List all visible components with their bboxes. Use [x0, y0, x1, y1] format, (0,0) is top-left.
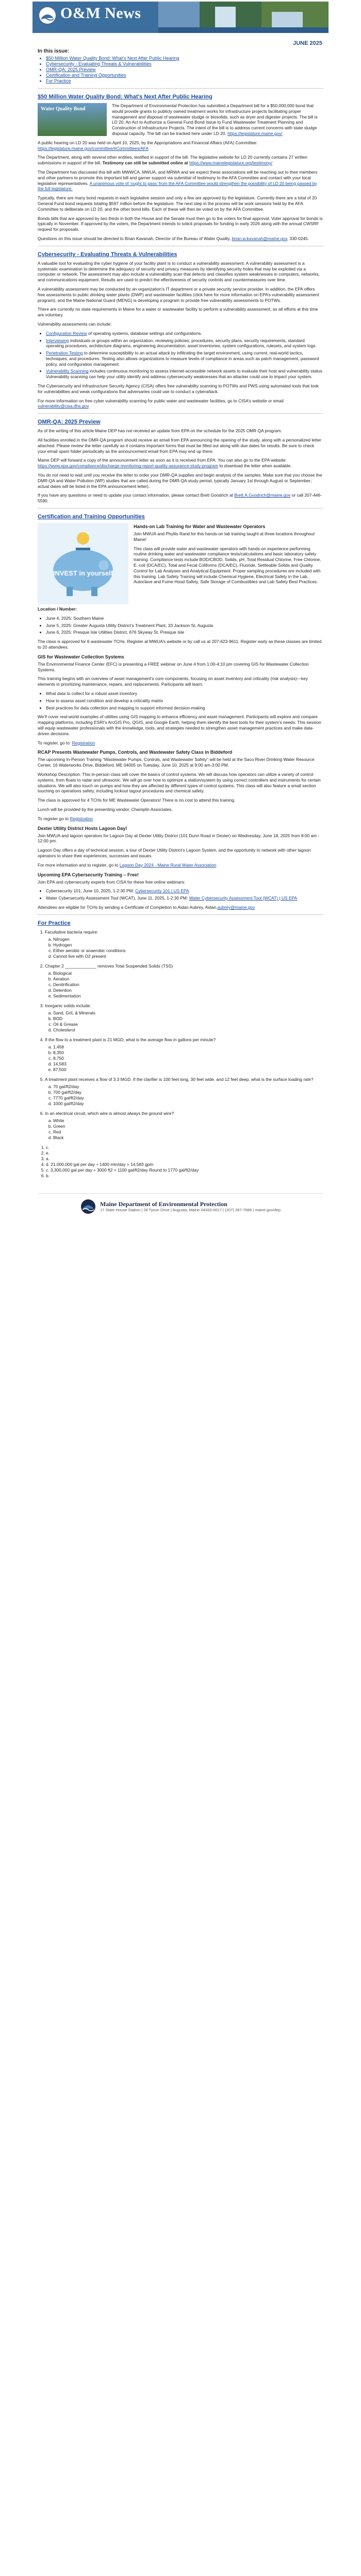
option: a. White: [53, 1118, 323, 1124]
option: b. BOD: [53, 1016, 323, 1022]
rcap-p4: Lunch will be provided by the presenting vendor, Champlin Associates.: [38, 806, 173, 812]
option: d. Cholesterol: [53, 1027, 323, 1033]
toc-link-cyber[interactable]: • Cybersecurity - Evaluating Threats & Vulnerabilities: [46, 61, 323, 67]
omr-title[interactable]: OMR-QA: 2025 Preview: [38, 419, 101, 426]
divider: [38, 508, 323, 509]
bond-p5: Typically, there are many bond requests in each legislative session and only a few are approved by the legislature. Currently there are a total of 20 General Fund bond requests totaling $597 million before the legislature. The next step in the process will be work sessions held by the AFA Committee to deliberate on LD 20, and the other bond bills. Each of these will then be voted on by the AFA Committee.: [38, 195, 317, 212]
toc-link-cert[interactable]: • Certification and Training Opportunities: [46, 73, 323, 78]
dexter-p3: For more information and to register, go to: [38, 862, 119, 868]
bullet-text: to determine susceptibility to an actual attack by infiltrating the target environment, using current, real-world tactics, techniques, and procedures. Testing also allows organizations to measure levels of compliance in areas such as patch management, password policy, and configuration management.: [46, 350, 319, 367]
rcap-p3: The class is approved for 4 TCHs for ME Wastewater Operators! There is no cost to attend this training.: [38, 798, 236, 803]
cert-title[interactable]: Certification and Training Opportunities: [38, 514, 145, 520]
option: a. Sand, Grit, & Minerals: [53, 1010, 323, 1016]
dexter-p2: Lagoon Day offers a day of technical session, a tour of Dexter Utility District’s Lagoon System, and the opportunity to network with other lagoon operators to share their experiences, successes and issues.: [38, 848, 311, 858]
gis-registration-link[interactable]: Registration: [72, 740, 95, 745]
option: c. 8,750: [53, 1056, 323, 1061]
bond-p2-link[interactable]: https://legislature.maine.gov/committee/#Committees/AFA: [38, 145, 149, 151]
bond-p6: Bonds bills that are approved by two thirds in both the House and the Senate must then go to the voters for final approval. Voter approval for bonds is typically in November. If approved by the voters, the Department intends to solicit proposals for funding in early 2026 along with the annual CWSRF request for proposals.: [38, 215, 323, 232]
omr-p3-tail: to download the letter when available.: [219, 463, 292, 469]
cisa-email-link[interactable]: vulnerability@cisa.dhs.gov: [38, 403, 89, 409]
epa-item-link[interactable]: Cybersecurity 101 | US EPA: [135, 888, 189, 894]
option: c. 7770 gal/ft2/day: [53, 1095, 323, 1101]
dexter-title: Dexter Utility District Hosts Lagoon Day!: [38, 825, 127, 831]
option: b. Hydrogen: [53, 942, 323, 948]
cyber-p2: A vulnerability assessment may be conducted by an organization’s IT department or a private security service provider. In addition, the EPA offers free assessments to public drinking water plants (DWP) and wastewater facilities (click here for more information on EPA’s vulnerability assessment program), and the Maine National Guard (MENG) is developing a program to provide free vulnerability assessments to POTWs.: [38, 286, 319, 303]
list-item: • How to assess asset condition and develop a criticality matrix: [46, 698, 323, 704]
option: c. Either aerobic or anaerobic conditions: [53, 948, 323, 954]
epa-p1: Join EPA and cybersecurity experts from CISA for these free online webinars:: [38, 879, 186, 885]
question-text: In an electrical circuit, which wire is almost always the ground wire?: [45, 1110, 174, 1116]
cyber-p1: A valuable tool for evaluating the cyber hygiene of your facility plant is to conduct a vulnerability assessment. A vulnerability assessment is a systematic examination to determine the adequacy of security and privacy measures by identifying security holes that may be exploited via a computer or network. The assessment may also include a vulnerability scan that detects and classifies system weaknesses in computers, networks, and communications equipment. Results are used to predict the effectiveness of security controls and countermeasures over time.: [38, 260, 320, 283]
masthead-title: O&M News: [60, 5, 141, 22]
toc-heading: In this issue:: [38, 48, 70, 54]
rcap-p5: To register go to: [38, 816, 69, 821]
rcap-p1: The upcoming In-Person Training “Wastewater Pumps, Controls, and Wastewater Safety” will be held at the Saco River Drinking Water Resource Center, 16 Waterworks Drive, Biddeford, ME 04005 on Tuesday, June 10, 2025 at 9:00 am-3:00 PM.: [38, 757, 315, 768]
option: d. 1000 gal/ft2/day: [53, 1101, 323, 1107]
gis-p4: To register, go to:: [38, 740, 71, 745]
question: [45, 1037, 323, 1073]
option: e. Sedimentation: [53, 993, 323, 999]
bond-p7-tail: 330-0245.: [289, 235, 309, 241]
piggy-bank-icon: [38, 523, 128, 604]
question-text: If the flow to a treatment plant is 21 MGD, what is the average flow in gallons per minute?: [45, 1037, 216, 1042]
invest-in-yourself-image: [38, 523, 128, 604]
answer: 3. a.: [46, 1156, 323, 1162]
epa-dmrqa-link[interactable]: https://www.epa.gov/compliance/discharge-monitoring-report-quality-assurance-study-program: [38, 463, 219, 469]
water-quality-bond-image: [38, 103, 107, 136]
assessment-list: [38, 331, 323, 380]
bullet-term[interactable]: Penetration Testing: [46, 350, 83, 356]
cyber-p6-tail: .: [88, 403, 90, 409]
bond-p4-link[interactable]: A unanimous vote of ‘ought to pass’ from the AFA Committee would strengthen the possibility of LD 20 being passed by the full legislature.: [38, 180, 317, 192]
gis-p3: We’ll cover real-world examples of utilities using GIS mapping to enhance efficiency and asset management. Participants will explore and compare mapping platforms, including ESRI’s ArcGIS Pro, QGIS, and Google Earth, helping them identify the best tools for their system’s needs. This session will equip wastewater professionals with the knowledge, tools, and strategies needed to strengthen asset management practices and make data-driven decisions.: [38, 714, 321, 736]
epa-item-text: Water Cybersecurity Assessment Tool (WCAT), June 11, 2025, 1-2:30 PM:: [46, 895, 188, 901]
question: [45, 1003, 323, 1033]
omr-p2: All facilities enrolled in the DMR-QA program should receive an email from EPA announcing the opening of the study, along with a personalized letter attached. Please review the letter carefully as it contains important forms that must be filled out along with due dates for results. Be sure to check your email spam folder periodically as the announcement email from EPA may end up there.: [38, 437, 321, 454]
goodrich-email-link[interactable]: Brett.A.Goodrich@maine.gov: [234, 493, 291, 498]
issue-date: JUNE 2025: [293, 40, 322, 46]
bond-p2: A public hearing on LD 20 was held on April 10, 2025, by the Appropriations and Financial Affairs (AFA) Committee:: [38, 140, 258, 145]
hands-p1: Join MWUA and Phyllis Rand for this hands-on lab training taught at three locations throughout Maine!: [134, 531, 315, 542]
bullet-term[interactable]: Vulnerability Scanning: [46, 368, 89, 374]
wqb-image-label: Water Quality Bond: [41, 106, 86, 112]
question: [45, 929, 323, 959]
option: c. Red: [53, 1129, 323, 1135]
cyber-title[interactable]: Cybersecurity - Evaluating Threats & Vulnerabilities: [38, 251, 177, 258]
list-item: [46, 350, 323, 367]
omr-p3: Maine DEP will forward a copy of the announcement letter as soon as it is received from EPA. You can also go to the EPA website:: [38, 457, 287, 463]
omr-p4: You do not need to wait until you receive the letter to order your DMR-QA supplies and begin analysis of the samples. Make sure that you choose the DMR-QA and Water Pollution (WP) studies that are called during the DMR-QA study period, typically January 1st through August or September; actual dates will be listed in the EPA announcement letter).: [38, 472, 322, 489]
bond-section: $50 Million Water Quality Bond: What's Next After Public Hearing Water Quality Bond The Department of Environmental Protection has submitted a Department bill for a $50,000,000 bond that would provide grants to publicly owned treatment works for infrastructure projects facilitating proper management and disposal of wastewater sludge or biosolids, such as dryer and digester projects. The bill is LD 20, An Act to Authorize a General Fund Bond Issue to Fund Wastewater Treatment Planning and Construction of Infrastructure Projects. The intent of the bill is to address current concerns with state sludge disposal capacity. The bill can be tracked here under LD 20. https://legislature.maine.gov/ A public hearing on LD 20 was held on April 10, 2025, by the Appropriations and Financial Affairs (AFA) Committee: https://legislature.maine.gov/committee/#Committees/AFA The Department, along with several other entities, testified in support of the bill. The legislative website for LD 20 currently contains 27 written submissions in support of the bill. Testimony can still be submitted online at https://www.mainelegislature.org/testimony/ The Department has discussed this bill with MWWCA, MWUA, and MRWA and we expect these associations will be reaching out to their members and other partners to promote this important bill and garner support via submittal of testimony to the AFA Committee and contact with your local legislative representatives. A unanimous vote of ‘ought to pass’ from the AFA Committee would strengthen the possibility of LD 20 being passed by the full legislature. Typically, there are many bond requests in each legislative session and only a few are approved by the legislature. Currently there are a total of 20 General Fund bond requests totaling $597 million before the legislature. The next step in the process will be work sessions held by the AFA Committee to deliberate on LD 20, and the other bond bills. Each of these will then be voted on by the AFA Committee. Bonds bills that are approved by two thirds in both the House and the Senate must then go to the voters for final approval. Voter approval for bonds is typically in November. If approved by the voters, the Department intends to solicit proposals for funding in early 2026 along with the annual CWSRF request for proposals. Questions on this issue should be directed to Brian Kavanah, Director of the Bureau of Water Quality, brian.w.kavanah@maine.gov, 330-0245.: [38, 94, 323, 241]
question-text: Chapter 2 _____________ removes Total Suspended Solids (TSS): [45, 963, 173, 969]
bullet-term[interactable]: Interviewing: [46, 337, 69, 343]
toc-link-bond[interactable]: • $50 Million Water Quality Bond: What's Next After Public Hearing: [46, 56, 323, 61]
bullet-text: individuals or groups within an organization, reviewing policies, procedures, security plans, security requirements, standard operating procedures, architecture diagrams, engineering documentation, asset inventories, system configurations, rulesets, and system logs.: [46, 337, 317, 349]
table-of-contents: [38, 48, 323, 84]
list-item: [46, 331, 323, 336]
bond-p1: The Department of Environmental Protection has submitted a Department bill for a $50,000,000 bond that would provide grants to publicly owned treatment works for infrastructure projects facilitating proper management and disposal of wastewater sludge or biosolids, such as dryer and digester projects. The bill is LD 20, An Act to Authorize a General Fund Bond Issue to Fund Wastewater Treatment Planning and Construction of Infrastructure Projects. The intent of the bill is to address current concerns with state sludge disposal capacity. The bill can be tracked here under LD 20.: [112, 103, 318, 136]
bullet-term[interactable]: Configuration Review: [46, 330, 87, 336]
epa-item-link[interactable]: Water Cybersecurity Assessment Tool (WCAT) | US EPA: [189, 895, 297, 901]
option: b. 700 gal/ft2/day: [53, 1090, 323, 1095]
answer: 4. d. 21,000,000 gal per day ÷ 1400 min/day = 14,583 gpm: [46, 1162, 323, 1167]
kavanah-email-link[interactable]: brian.w.kavanah@maine.gov: [232, 235, 287, 241]
dexter-p1: Join MWUA and lagoon operators for Lagoon Day at Dexter Utility District (101 Dunn Road in Dexter) on Wednesday, June 18, 2025 from 8:00 am - 12:00 pm.: [38, 833, 320, 844]
rcap-p2: Workshop Description: This in-person class will cover the basics of control systems. We will discuss how operators can utilize a variety of control systems, from floats to radar and ultrasonic. We will go over how to optimize a station/system by using correct controllers and instruments for certain situations. We will also touch on pumps and how they are affected by different types of control systems. This class will also feature a small section touching on operations safety, including lockout tagout procedures and chemical safety.: [38, 771, 321, 794]
locations-list: [38, 616, 323, 635]
omr-section: [32, 419, 329, 504]
hands-p2: This class will provide water and wastewater operators with hands-on experience performing routine drinking water and wastewater compliance tests/calculations and basic laboratory safety training. Compliance tests include BOD/CBOD, Solids, pH, Total Residual Chlorine, Free Chlorine, E. coli (DCA/EC), Total and Fecal Coliforms (DCA/EC), Fluoride, Settleable Solids and Quality Control for Lab Analyses and Analytical Equipment. Proper sampling procedures are included with this training. Lab Safety Training will include Chemical Hygiene, Electrical Safety in the Lab, Autoclave and Fume Hood Safety, Safe Storage of Combustibles and Lab Safety Best Practices.: [134, 546, 321, 585]
option: c. Denitrification: [53, 982, 323, 988]
hands-on-title: Hands-on Lab Training for Water and Wastewater Operators: [134, 524, 266, 530]
bond-p4: The Department has discussed this bill with MWWCA, MWUA, and MRWA and we expect these associations will be reaching out to their members and other partners to promote this important bill and garner support via submittal of testimony to the AFA Committee and contact with your local legislative representatives.: [38, 169, 318, 186]
list-item: [46, 888, 323, 894]
question-text: Inorganic solids include:: [45, 1003, 91, 1008]
agency-name: Maine Department of Environmental Protection: [100, 1200, 227, 1208]
list-item: • June 6, 2025: Presque Isle Utilities District, 676 Skyway St, Presque Isle: [46, 630, 323, 635]
bond-p3-bold: Testimony can still be submitted online at: [102, 160, 188, 166]
rcap-registration-link[interactable]: Registration: [70, 816, 93, 821]
cyber-section: [32, 251, 329, 410]
cyber-p4: Vulnerability assessments can include:: [38, 321, 112, 327]
cyber-p5: The Cybersecurity and Infrastructure Security Agency (CISA) offers free vulnerability scanning to POTWs and PWS using automated tools that look for vulnerabilities and weak configurations that adversaries could use to conduct a cyberattack.: [38, 383, 319, 394]
answer: 1. c.: [46, 1145, 323, 1150]
epa-p2: Attendees are eligible for TCHs by sending a Certificate of Completion to Aidan Aubrey, Aidan: [38, 904, 217, 910]
answer: 6. b.: [46, 1173, 323, 1179]
footer: [38, 1193, 323, 1214]
option: b. Green: [53, 1124, 323, 1129]
option: e. 87,500: [53, 1067, 323, 1073]
option: d. Cannot live with O2 present: [53, 954, 323, 959]
list-item: • Best practices for data collection and mapping to support informed decision-making: [46, 705, 323, 711]
bullet-text: includes continuous monitoring to assess internet-accessible network assets to evaluate their host and vulnerability status. Vulnerability scanning can help your utility identify and address cybersecurity weaknesses that an attacker could use to impact your system.: [46, 368, 323, 380]
cyber-p6: For more information on free cyber vulnerability scanning for public water and wastewater facilities, go to CISA’s website or email: [38, 398, 284, 403]
waterfall-banner-image: [158, 2, 329, 33]
option: d. Black: [53, 1135, 323, 1141]
omr-p5-tail: or call 207-446-5590.: [38, 493, 322, 504]
dep-logo-icon: [39, 7, 56, 24]
question: [45, 1111, 323, 1141]
divider: [38, 413, 323, 414]
cyber-p3: There are currently no state requirements in Maine for a water or wastewater facility to perform a vulnerability assessment, so all efforts at this time are voluntary.: [38, 307, 318, 318]
list-item: • June 5, 2025: Greater Augusta Utility District’s Treatment Plant, 33 Jackson St, Augusta: [46, 623, 323, 629]
question: [45, 1077, 323, 1107]
list-item: [46, 895, 323, 901]
lagoon-day-link[interactable]: Lagoon Day 2024 - Maine Rural Water Association: [119, 862, 217, 868]
list-item: [46, 338, 323, 349]
option: b. Aeration: [53, 976, 323, 982]
omr-p5: If you have any questions or need to update your contact information, please contact Brett Goodrich at: [38, 493, 233, 498]
divider: [38, 88, 323, 89]
list-item: • What data to collect for a robust asset inventory: [46, 691, 323, 697]
bullet-text: of operating systems, database settings and configurations.: [88, 330, 202, 336]
list-item: • June 4, 2025: Southern Maine: [46, 616, 323, 621]
practice-section: [32, 920, 329, 1179]
question: [45, 963, 323, 999]
bond-p7: Questions on this issue should be directed to Brian Kavanah, Director of the Bureau of Water Quality,: [38, 235, 231, 241]
locations-label: Location / Number:: [38, 606, 77, 612]
toc-link-practice[interactable]: • For Practice: [46, 78, 323, 84]
option: a. 70 gal/ft2/day: [53, 1084, 323, 1090]
masthead: [32, 2, 329, 33]
answer: 5. c. 3,300,000 gal per day ÷ 3000 ft2 = 1100 gal/ft2/day Round to 1770 gal/ft2/day: [46, 1167, 323, 1173]
option: a. Nitrogen: [53, 937, 323, 942]
practice-title[interactable]: For Practice: [38, 920, 71, 926]
answer-key: [38, 1145, 323, 1179]
option: a. Biological: [53, 971, 323, 976]
bond-title[interactable]: $50 Million Water Quality Bond: What's Next After Public Hearing: [38, 94, 212, 100]
invest-label: INVEST in yourself: [53, 569, 113, 578]
question-text: A treatment plant receives a flow of 3.3 MGD. If the clarifier is 100 feet long, 30 feet wide, and 12 feet deep, what is the surface loading rate?: [45, 1076, 314, 1082]
bond-p1-link[interactable]: https://legislature.maine.gov/: [227, 130, 283, 136]
answer: 2. e.: [46, 1150, 323, 1156]
gis-p2: This training begins with an overview of asset management’s core components, focusing on asset inventory and criticality (risk analysis)—key elements in prioritizing maintenance, repairs, and replacements. Participants will learn:: [38, 676, 308, 687]
option: d. Detention: [53, 988, 323, 993]
omr-p1: As of the writing of this article Maine DEP has not received an update from EPA on the schedule for the 2025 OMR QA program.: [38, 428, 283, 434]
option: c. Oil & Grease: [53, 1022, 323, 1027]
hands-p3: The class is approved for 6 wastewater TCHs. Register at MWUA’s website or by call us at 207-623-9611. Register early as these classes are limited to 20 attendees.: [38, 639, 322, 650]
epa-list: [38, 888, 323, 901]
question-list: [38, 929, 323, 1141]
gis-list: [38, 691, 323, 710]
epa-item-text: Cybersecurity 101, June 10, 2025, 1-2:30 PM:: [46, 888, 134, 894]
newsletter: [32, 2, 329, 1214]
list-item: [46, 368, 323, 380]
testimony-link[interactable]: https://www.mainelegislature.org/testimony/: [189, 160, 273, 166]
agency-address: 17 State House Station | 28 Tyson Drive | Augusta, Maine 04333-0017 | (207) 287-7688 | maine.gov/dep: [100, 1207, 281, 1212]
maine-dep-seal-icon: [80, 1199, 96, 1214]
divider: [38, 914, 323, 915]
cert-section: Certification and Training Opportunities INVEST in yourself Hands-on Lab Training for Water and Wastewater Operators Join MWUA and Phyllis Rand for this hands-on lab training taught at three locations throughout Maine! This class will provide water and wastewater operators with hands-on experience performing routine drinking water and wastewater compliance tests/calculations and basic laboratory safety training. Compliance tests include BOD/CBOD, Solids, pH, Total Residual Chlorine, Free Chlorine, E. coli (DCA/EC), Total and Fecal Coliforms (DCA/EC), Fluoride, Settleable Solids and Quality Control for Lab Analyses and Analytical Equipment. Proper sampling procedures are included with this training. Lab Safety Training will include Chemical Hygiene, Electrical Safety in the Lab, Autoclave and Fume Hood Safety, Safe Storage of Combustibles and Lab Safety Best Practices. Location / Number: • June 4, 2025: Southern Maine • June 5, 2025: Greater Augusta Utility District’s Treatment Plant, 33 Jackson St, Augusta • June 6, 2025: Presque Isle Utilities District, 676 Skyway St, Presque Isle The class is approved for 6 wastewater TCHs. Register at MWUA’s website or by call us at 207-623-9611. Register early as these classes are limited to 20 attendees. GIS for Wastewater Collection Systems The Environmental Finance Center (EFC) is presenting a FREE webinar on June 4 from 1:00-4:10 pm covering GIS for Wastewater Collection Systems. This training begins with an overview of asset management’s core components, focusing on asset inventory and criticality (risk analysis)—key elements in prioritizing maintenance, repairs, and replacements. Participants will learn: • What data to collect for a robust asset inventory • How to assess asset condition and develop a criticality matrix • Best practices for data collection and mapping to support informed decision-making We’ll cover real-world examples of utilities using GIS mapping to enhance efficiency and asset management. Participants will explore and compare mapping platforms, including ESRI’s ArcGIS Pro, QGIS, and Google Earth, helping them identify the best tools for their system’s needs. This session will equip wastewater professionals with the knowledge, tools, and strategies needed to strengthen asset management practices and make data-driven decisions. To register, go to: Registration RCAP Presents Wastewater Pumps, Controls, and Wastewater Safety Class in Biddeford The upcoming In-Person Training “Wastewater Pumps, Controls, and Wastewater Safety” will be held at the Saco River Drinking Water Resource Center, 16 Waterworks Drive, Biddeford, ME 04005 on Tuesday, June 10, 2025 at 9:00 am-3:00 PM. Workshop Description: This in-person class will cover the basics of control systems. We will discuss how operators can utilize a variety of control systems, from floats to radar and ultrasonic. We will go over how to optimize a station/system by using correct controllers and instruments for certain situations. We will also touch on pumps and how they are affected by different types of control systems. This class will also feature a small section touching on operations safety, including lockout tagout procedures and chemical safety. The class is approved for 4 TCHs for ME Wastewater Operators! There is no cost to attend this training. Lunch will be provided by the presenting vendor, Champlin Associates. To register go to Registration Dexter Utility District Hosts Lagoon Day! Join MWUA and lagoon operators for Lagoon Day at Dexter Utility District (101 Dunn Road in Dexter) on Wednesday, June 18, 2025 from 8:00 am - 12:00 pm. Lagoon Day offers a day of technical session, a tour of Dexter Utility District’s Lagoon System, and the opportunity to network with other lagoon operators to share their experiences, successes and issues. For more information and to register, go to Lagoon Day 2024 - Maine Rural Water Association Upcoming EPA Cybersecurity Training – Free! Join EPA and cybersecurity experts from CISA for these free online webinars: • Cybersecurity 101, June 10, 2025, 1-2:30 PM: Cybersecurity 101 | US EPA • Water Cybersecurity Assessment Tool (WCAT), June 11, 2025, 1-2:30 PM: Water Cybersecurity Assessment Tool (WCAT) | US EPA Attendees are eligible for TCHs by sending a Certificate of Completion to Aidan Aubrey, Aidan.aubrey@maine.gov: [32, 514, 329, 910]
rcap-title: RCAP Presents Wastewater Pumps, Controls, and Wastewater Safety Class in Biddeford: [38, 750, 233, 755]
epa-title: Upcoming EPA Cybersecurity Training – Free!: [38, 872, 139, 877]
option: a. 1,458: [53, 1044, 323, 1050]
gis-title: GIS for Wastewater Collection Systems: [38, 654, 124, 659]
aubrey-email-link[interactable]: aubrey@maine.gov: [217, 904, 255, 910]
option: d. 14,583: [53, 1061, 323, 1067]
question-text: Facultative bacteria require:: [45, 929, 99, 935]
gis-p1: The Environmental Finance Center (EFC) is presenting a FREE webinar on June 4 from 1:00-4:10 pm covering GIS for Wastewater Collection Systems.: [38, 661, 309, 672]
bond-p3: The Department, along with several other entities, testified in support of the bill. The legislative website for LD 20 currently contains 27 written submissions in support of the bill.: [38, 155, 308, 166]
option: b. 8,350: [53, 1050, 323, 1056]
toc-link-omr[interactable]: • OMR-QA: 2025 Preview: [46, 67, 323, 73]
